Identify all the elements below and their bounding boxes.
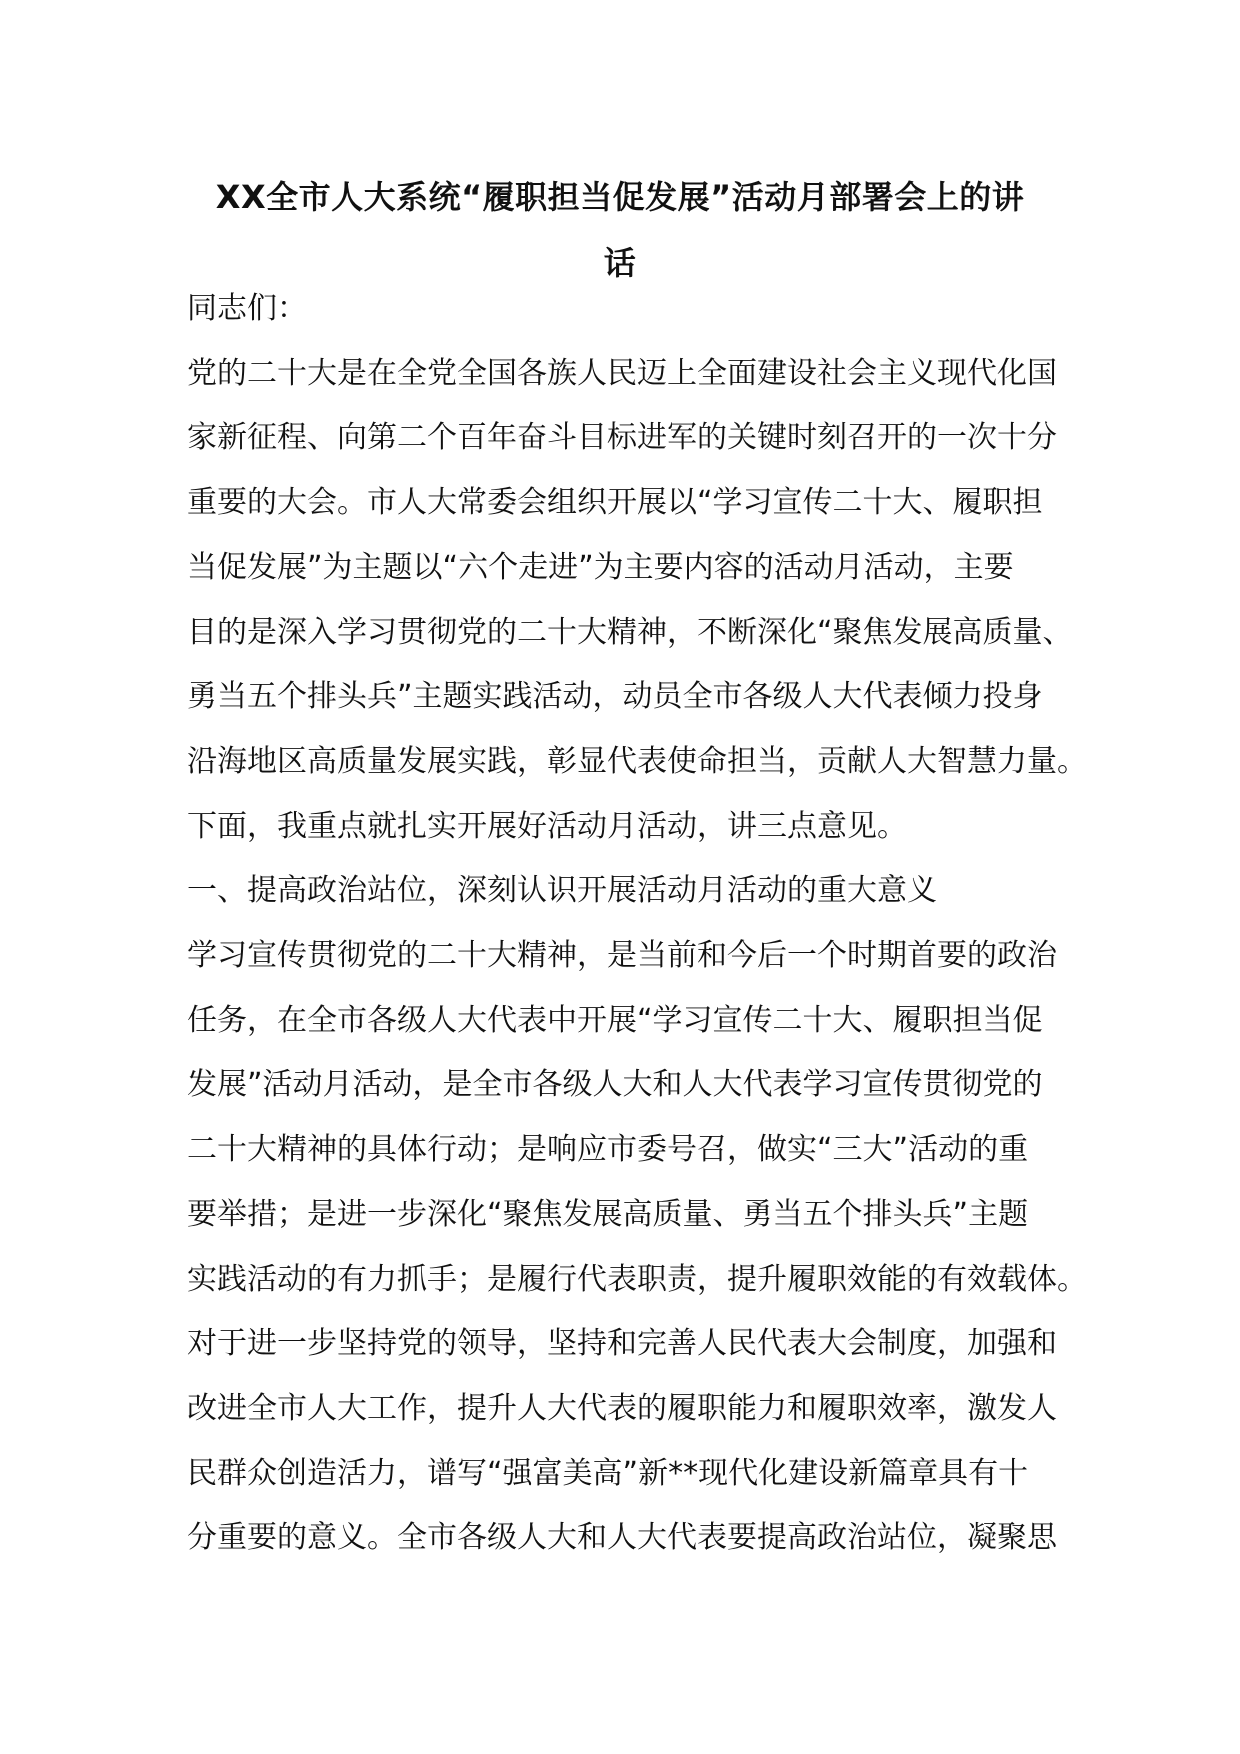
text-line: 分重要的意义。全市各级人大和人大代表要提高政治站位，凝聚思 xyxy=(187,1520,1057,1556)
title-line-1: XX全市人大系统“履职担当促发展”活动月部署会上的讲 xyxy=(215,178,1025,216)
text-line: 目的是深入学习贯彻党的二十大精神，不断深化“聚焦发展高质量、 xyxy=(187,614,1073,650)
text-line: 发展”活动月活动，是全市各级人大和人大代表学习宣传贯彻党的 xyxy=(187,1067,1043,1103)
text-line: 实践活动的有力抓手；是履行代表职责，提升履职效能的有效载体。 xyxy=(187,1261,1087,1297)
text-line: 要举措；是进一步深化“聚焦发展高质量、勇当五个排头兵”主题 xyxy=(187,1196,1029,1232)
section-heading-text: 一、提高政治站位，深刻认识开展活动月活动的重大意义 xyxy=(187,873,937,909)
text-line: 改进全市人大工作，提升人大代表的履职能力和履职效率，激发人 xyxy=(187,1390,1057,1426)
document-body xyxy=(187,277,1087,1571)
section-heading-1 xyxy=(187,859,1087,924)
text-line: 任务，在全市各级人大代表中开展“学习宣传二十大、履职担当促 xyxy=(187,1002,1043,1038)
salutation xyxy=(187,277,1087,342)
text-line: 民群众创造活力，谱写“强富美高”新**现代化建设新篇章具有十 xyxy=(187,1455,1029,1491)
paragraph-intro xyxy=(187,342,1087,860)
text-line: 勇当五个排头兵”主题实践活动，动员全市各级人大代表倾力投身 xyxy=(187,679,1043,715)
text-line: 沿海地区高质量发展实践，彰显代表使命担当，贡献人大智慧力量。 xyxy=(187,743,1087,779)
text-line: 学习宣传贯彻党的二十大精神，是当前和今后一个时期首要的政治 xyxy=(187,938,1057,974)
salutation-text: 同志们： xyxy=(187,291,307,326)
paragraph-section-1 xyxy=(187,924,1087,1571)
text-line: 党的二十大是在全党全国各族人民迈上全面建设社会主义现代化国 xyxy=(187,355,1057,391)
text-line: 对于进一步坚持党的领导，坚持和完善人民代表大会制度，加强和 xyxy=(187,1326,1057,1362)
text-line: 家新征程、向第二个百年奋斗目标进军的关键时刻召开的一次十分 xyxy=(187,420,1057,456)
text-line: 二十大精神的具体行动；是响应市委号召，做实“三大”活动的重 xyxy=(187,1132,1029,1168)
title-line-2: 话 xyxy=(603,244,637,282)
text-line: 当促发展”为主题以“六个走进”为主要内容的活动月活动，主要 xyxy=(187,549,1014,585)
text-line: 重要的大会。市人大常委会组织开展以“学习宣传二十大、履职担 xyxy=(187,485,1043,521)
text-line: 下面，我重点就扎实开展好活动月活动，讲三点意见。 xyxy=(187,808,907,844)
